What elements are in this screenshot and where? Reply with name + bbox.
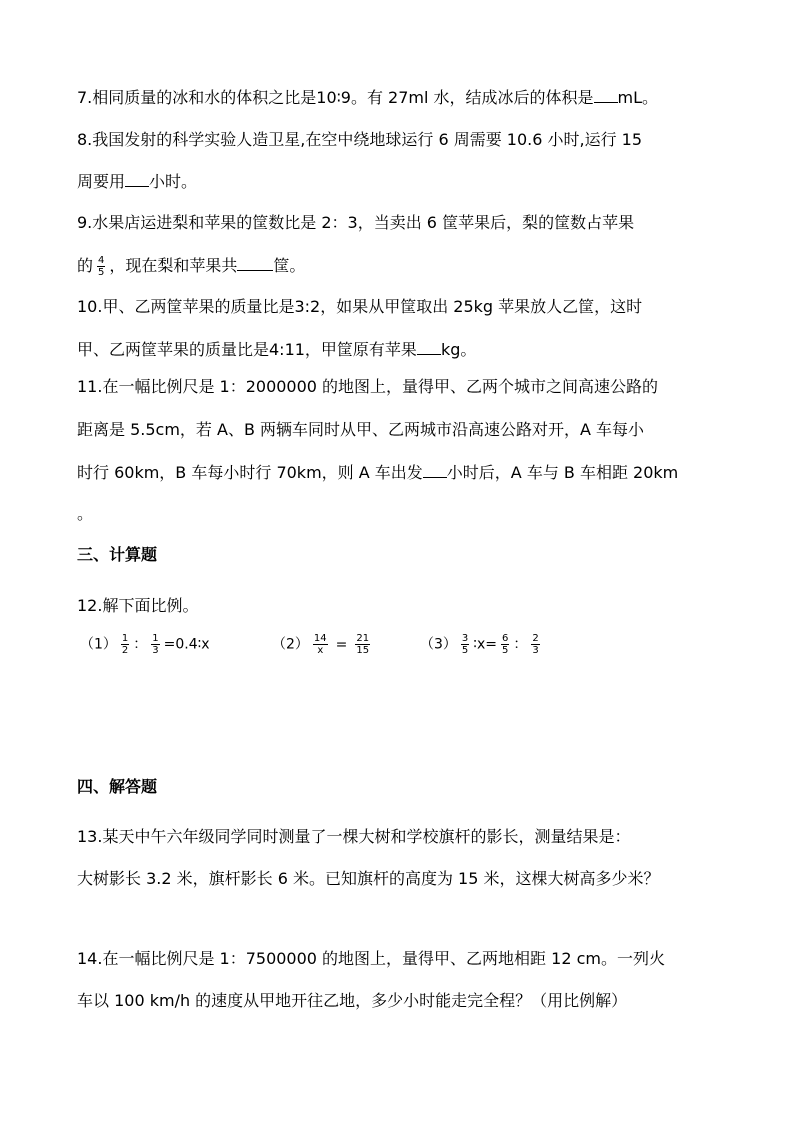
frac-num: 2 — [532, 633, 539, 644]
question-11-line3 — [77, 461, 678, 484]
frac-den: 5 — [501, 645, 509, 656]
q12-p3-frac3 — [531, 633, 539, 656]
q11-text-b: 小时后，A 车与 B 车相距 20km — [446, 463, 679, 482]
q12-p2-eq: = — [335, 636, 348, 653]
q10-text-b: kg。 — [440, 340, 477, 359]
q12-p1-rest: =0.4∶x — [163, 636, 210, 653]
question-11-line4: 。 — [77, 504, 94, 523]
question-12-title: 12.解下面比例。 — [77, 596, 199, 615]
question-7 — [77, 86, 658, 109]
question-14-line1: 14.在一幅比例尺是 1：7500000 的地图上，量得甲、乙两地相距 12 cm。一列火 — [77, 949, 665, 968]
question-8-line2 — [77, 170, 197, 193]
frac-num: 14 — [313, 633, 327, 644]
frac-den: 3 — [152, 645, 159, 656]
q9-text-b: ，现在梨和苹果共 — [109, 256, 238, 275]
frac-den: 2 — [121, 645, 129, 656]
question-9-line1: 9.水果店运进梨和苹果的筐数比是 2：3，当卖出 6 筐苹果后，梨的筐数占苹果 — [77, 213, 635, 232]
question-13-line2: 大树影长 3.2 米，旗杆影长 6 米。已知旗杆的高度为 15 米，这棵大树高多少米？ — [77, 869, 660, 888]
q11-answer-blank[interactable] — [423, 461, 447, 478]
q11-text-a: 时行 60km，B 车每小时行 70km，则 A 车出发 — [77, 463, 423, 482]
q12-p3-label: （3） — [420, 636, 457, 653]
section-4-heading: 四、解答题 — [77, 777, 158, 796]
frac-den: x — [313, 644, 328, 656]
q10-text-a: 甲、乙两筐苹果的质量比是4:11，甲筐原有苹果 — [77, 340, 417, 359]
q12-p2-label: （2） — [272, 636, 309, 653]
q12-p1-label: （1） — [80, 636, 117, 653]
question-10-line1: 10.甲、乙两筐苹果的质量比是3:2，如果从甲筐取出 25kg 苹果放人乙筐，这时 — [77, 297, 643, 316]
frac-num: 1 — [152, 633, 159, 644]
q9-text-c: 筐。 — [273, 256, 306, 275]
frac-den: 5 — [461, 645, 469, 656]
q9-frac-num: 4 — [98, 255, 105, 266]
question-13-line1: 13.某天中午六年级同学同时测量了一棵大树和学校旗杆的影长，测量结果是： — [77, 827, 631, 846]
q12-p3-frac1 — [461, 633, 469, 656]
q12-p3-sep: ： — [513, 636, 528, 653]
q9-frac-den: 5 — [98, 267, 105, 278]
frac-num: 21 — [356, 633, 370, 644]
q8-answer-blank[interactable] — [125, 170, 149, 187]
question-9-line2 — [77, 254, 305, 278]
frac-den: 15 — [356, 645, 370, 656]
question-10-line2 — [77, 338, 476, 361]
q10-answer-blank[interactable] — [417, 338, 441, 355]
q7-answer-blank[interactable] — [594, 86, 618, 103]
q12-p1-frac2 — [151, 633, 159, 656]
q9-answer-blank[interactable] — [237, 254, 273, 271]
q7-unit: mL。 — [617, 88, 659, 107]
q8-text-a: 周要用 — [77, 172, 126, 191]
q12-part-2 — [272, 633, 374, 656]
q12-p1-frac1 — [121, 633, 129, 656]
frac-num: 3 — [461, 633, 469, 644]
q12-p3-frac2 — [501, 633, 509, 656]
q9-text-a: 的 — [77, 256, 94, 275]
q12-part-1 — [80, 633, 210, 656]
section-3-heading: 三、计算题 — [77, 545, 158, 564]
q12-p2-frac1 — [313, 633, 328, 656]
question-11-line1: 11.在一幅比例尺是 1：2000000 的地图上，量得甲、乙两个城市之间高速公路的 — [77, 377, 659, 396]
q12-p1-sep: ： — [133, 636, 148, 653]
q12-part-3 — [420, 633, 544, 656]
q12-p3-mid: ∶x= — [473, 636, 497, 653]
q8-text-b: 小时。 — [149, 172, 198, 191]
question-8-line1: 8.我国发射的科学实验人造卫星,在空中绕地球运行 6 周需要 10.6 小时,运行 15 — [77, 130, 643, 149]
q7-text: 7.相同质量的冰和水的体积之比是10∶9。有 27ml 水，结成冰后的体积是 — [77, 88, 594, 107]
q9-fraction — [97, 255, 105, 278]
question-11-line2: 距离是 5.5cm，若 A、B 两辆车同时从甲、乙两城市沿高速公路对开，A 车每小 — [77, 420, 645, 439]
frac-num: 1 — [121, 633, 129, 644]
frac-num: 6 — [501, 633, 509, 644]
frac-den: 3 — [532, 645, 539, 656]
q12-p2-frac2 — [355, 633, 370, 656]
question-14-line2: 车以 100 km/h 的速度从甲地开往乙地，多少小时能走完全程？（用比例解） — [77, 991, 628, 1010]
